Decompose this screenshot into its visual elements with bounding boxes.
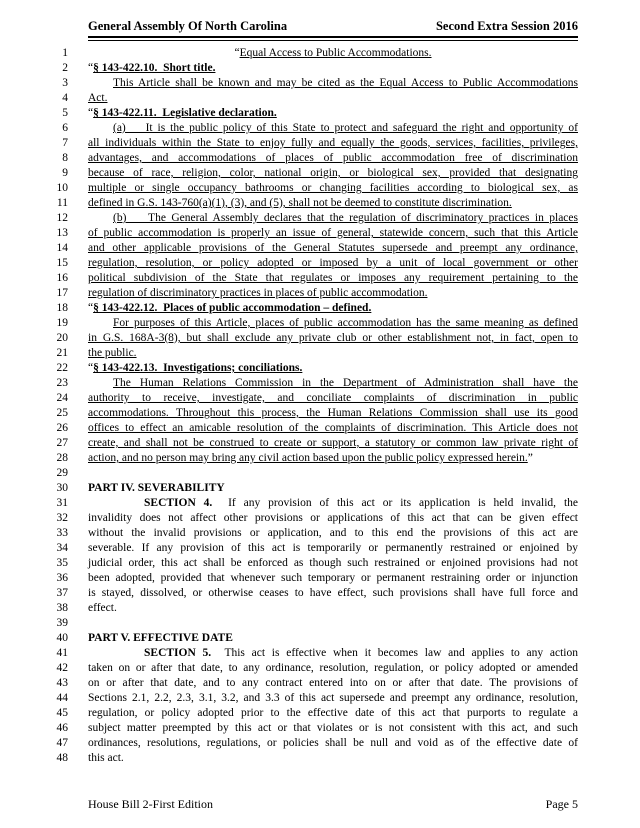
- line-text: [88, 331, 578, 346]
- line-text: [88, 511, 578, 526]
- text-run: without the invalid provisions or application, and to this end the provisions of this act are: [88, 527, 578, 539]
- line-text: [88, 166, 578, 181]
- text-run: This Article shall be known and may be cited as the Equal Access to Public Accommodations: [113, 77, 578, 89]
- line-number: 15: [56, 257, 68, 269]
- text-run: is stayed, dissolved, or otherwise ceases to have effect, such provisions shall have full force and: [88, 587, 578, 599]
- line-number: 18: [56, 302, 68, 314]
- text-run: regulation of discriminatory practices in places of public accommodation.: [88, 287, 428, 299]
- document-line: [0, 721, 640, 736]
- document-line: [0, 676, 640, 691]
- text-run: create, and shall not be construed to create or support, a statutory or common law private right of: [88, 437, 578, 449]
- text-run: authority to receive, investigate, and conciliate complaints of discrimination in public: [88, 392, 578, 404]
- line-number: 44: [56, 692, 68, 704]
- line-text: [88, 421, 578, 436]
- document-line: [0, 541, 640, 556]
- line-number: 29: [56, 467, 68, 479]
- line-text: [88, 346, 578, 361]
- line-text: [88, 361, 578, 376]
- line-number: 10: [56, 182, 68, 194]
- line-text: [88, 631, 578, 646]
- document-line: [0, 286, 640, 301]
- document-line: [0, 196, 640, 211]
- text-run: (b) The General Assembly declares that the regulation of discriminatory practices in places: [113, 212, 578, 224]
- line-number: 5: [62, 107, 68, 119]
- line-text: [88, 211, 578, 226]
- line-number: 31: [56, 497, 68, 509]
- text-run: taken on or after that date, to any ordinance, resolution, regulation, or policy adopted or amended: [88, 662, 578, 674]
- line-number: 14: [56, 242, 68, 254]
- document-line: [0, 391, 640, 406]
- text-run: If any provision of this act or its application is held invalid, the: [212, 497, 578, 509]
- line-text: [88, 496, 578, 511]
- line-text: [88, 286, 578, 301]
- document-line: [0, 691, 640, 706]
- line-text: [88, 196, 578, 211]
- line-number: 46: [56, 722, 68, 734]
- line-text: [88, 91, 578, 106]
- document-line: [0, 106, 640, 121]
- line-number: 3: [62, 77, 68, 89]
- line-text: [88, 451, 578, 466]
- text-run: all individuals within the State to enjoy fully and equally the goods, services, facilities, privileges,: [88, 137, 578, 149]
- document-line: [0, 241, 640, 256]
- text-run: subject matter preempted by this act or that violates or is not consistent with this act, and such: [88, 722, 578, 734]
- document-line: [0, 166, 640, 181]
- text-run: The Human Relations Commission in the Department of Administration shall have the: [113, 377, 578, 389]
- document-line: [0, 376, 640, 391]
- line-number: 17: [56, 287, 68, 299]
- footer-bill-title: House Bill 2-First Edition: [88, 797, 214, 811]
- line-text: [88, 151, 578, 166]
- line-text: [88, 136, 578, 151]
- document-line: [0, 256, 640, 271]
- text-run: § 143-422.10. Short title.: [93, 62, 216, 74]
- text-run: “: [88, 302, 94, 314]
- line-text: [88, 646, 578, 661]
- line-text: [88, 181, 578, 196]
- line-number: 25: [56, 407, 68, 419]
- text-run: “: [88, 107, 94, 119]
- text-run: SECTION 5.: [144, 647, 212, 659]
- line-text: [88, 721, 578, 736]
- text-run: accommodations. Throughout this process, the Human Relations Commission shall use its good: [88, 407, 578, 419]
- document-line: [0, 76, 640, 91]
- line-number: 27: [56, 437, 68, 449]
- document-line: [0, 46, 640, 61]
- line-text: [88, 271, 578, 286]
- text-run: of public accommodation is properly an issue of general, statewide concern, such that this Article: [88, 227, 578, 239]
- line-number: 7: [62, 137, 68, 149]
- text-run: ”: [527, 452, 533, 464]
- line-number: 13: [56, 227, 68, 239]
- line-text: [88, 706, 578, 721]
- line-text: [88, 241, 578, 256]
- document-line: [0, 466, 640, 481]
- line-number: 26: [56, 422, 68, 434]
- text-run: ordinances, resolutions, regulations, or policies shall be null and void as of the effective date of: [88, 737, 578, 749]
- line-text: [88, 736, 578, 751]
- text-run: § 143-422.12. Places of public accommodation – defined.: [93, 302, 372, 314]
- line-text: [88, 586, 578, 601]
- text-run: action, and no person may bring any civil action based upon the public policy expressed herein.: [88, 452, 528, 464]
- line-number: 42: [56, 662, 68, 674]
- document-line: [0, 586, 640, 601]
- line-number: 34: [56, 542, 68, 554]
- document-line: [0, 361, 640, 376]
- document-line: [0, 406, 640, 421]
- text-run: SECTION 4.: [144, 497, 213, 509]
- text-run: multiple or single occupancy bathrooms or changing facilities according to biological sex, as: [88, 182, 578, 194]
- line-text: [88, 691, 578, 706]
- text-run: on or after that date, and to any contract entered into on or after that date. The provisions of: [88, 677, 578, 689]
- line-text: [88, 121, 578, 136]
- line-text: [88, 316, 578, 331]
- line-number: 30: [56, 482, 68, 494]
- text-run: advantages, and accommodations of places of public accommodation free of discrimination: [88, 152, 578, 164]
- line-number: 32: [56, 512, 68, 524]
- document-line: [0, 631, 640, 646]
- line-number: 33: [56, 527, 68, 539]
- page-footer: [88, 797, 578, 812]
- document-line: [0, 121, 640, 136]
- line-number: 2: [62, 62, 68, 74]
- text-run: this act.: [88, 752, 124, 764]
- line-text: [88, 616, 578, 631]
- document-line: [0, 496, 640, 511]
- text-run: been adopted, provided that whenever such temporary or permanent restraining order or injunction: [88, 572, 578, 584]
- line-text: [88, 526, 578, 541]
- text-run: Equal Access to Public Accommodations.: [239, 47, 432, 59]
- document-line: [0, 301, 640, 316]
- line-text: [88, 46, 578, 61]
- text-run: (a) It is the public policy of this State to protect and safeguard the right and opportunity of: [113, 122, 578, 134]
- line-number: 45: [56, 707, 68, 719]
- document-line: [0, 526, 640, 541]
- line-number: 16: [56, 272, 68, 284]
- line-number: 39: [56, 617, 68, 629]
- text-run: the public.: [88, 347, 137, 359]
- text-run: invalidity does not affect other provisions or applications of this act that can be given effect: [88, 512, 578, 524]
- line-text: [88, 256, 578, 271]
- text-run: defined in G.S. 143-760(a)(1), (3), and (5), shall not be deemed to constitute discrimination.: [88, 197, 512, 209]
- line-number: 12: [56, 212, 68, 224]
- document-line: [0, 91, 640, 106]
- line-number: 4: [62, 92, 68, 104]
- document-line: [0, 226, 640, 241]
- line-number: 43: [56, 677, 68, 689]
- text-run: PART IV. SEVERABILITY: [88, 482, 225, 494]
- line-text: [88, 466, 578, 481]
- document-line: [0, 211, 640, 226]
- line-number: 40: [56, 632, 68, 644]
- document-line: [0, 661, 640, 676]
- line-text: [88, 601, 578, 616]
- line-text: [88, 376, 578, 391]
- line-number: 8: [62, 152, 68, 164]
- footer-page-number: Page 5: [545, 797, 578, 811]
- document-line: [0, 556, 640, 571]
- line-number: 20: [56, 332, 68, 344]
- text-run: effect.: [88, 602, 117, 614]
- document-line: [0, 271, 640, 286]
- line-number: 1: [62, 47, 68, 59]
- document-line: [0, 181, 640, 196]
- document-line: [0, 571, 640, 586]
- line-number: 22: [56, 362, 68, 374]
- line-text: [88, 481, 578, 496]
- page-header: [88, 18, 578, 34]
- text-run: political subdivision of the State that regulates or imposes any requirement pertaining to the: [88, 272, 578, 284]
- document-line: [0, 751, 640, 766]
- text-run: because of race, religion, color, national origin, or biological sex, provided that designating: [88, 167, 578, 179]
- text-run: “: [234, 47, 240, 59]
- line-text: [88, 301, 578, 316]
- line-text: [88, 436, 578, 451]
- line-number: 48: [56, 752, 68, 764]
- text-run: Sections 2.1, 2.2, 2.3, 3.1, 3.2, and 3.3 of this act supersede and preempt any ordinance, resolution,: [88, 692, 578, 704]
- document-line: [0, 736, 640, 751]
- text-run: PART V. EFFECTIVE DATE: [88, 632, 233, 644]
- document-line: [0, 706, 640, 721]
- line-number: 36: [56, 572, 68, 584]
- line-text: [88, 571, 578, 586]
- document-line: [0, 511, 640, 526]
- line-number: 21: [56, 347, 68, 359]
- line-number: 23: [56, 377, 68, 389]
- header-rule: [88, 36, 578, 41]
- text-run: regulation, resolution, or policy adopted or imposed by a unit of local government or other: [88, 257, 578, 269]
- text-run: judicial order, this act shall be enforced as though such restrained or enjoined provisions had not: [88, 557, 578, 569]
- line-number: 28: [56, 452, 68, 464]
- document-line: [0, 601, 640, 616]
- document-line: [0, 346, 640, 361]
- line-number: 19: [56, 317, 68, 329]
- line-number: 37: [56, 587, 68, 599]
- header-assembly-title: General Assembly Of North Carolina: [88, 19, 288, 33]
- document-line: [0, 151, 640, 166]
- document-line: [0, 481, 640, 496]
- line-number: 24: [56, 392, 68, 404]
- text-run: “: [88, 62, 94, 74]
- line-text: [88, 61, 578, 76]
- line-number: 6: [62, 122, 68, 134]
- header-session-title: Second Extra Session 2016: [435, 19, 578, 33]
- document-line: [0, 646, 640, 661]
- text-run: severable. If any provision of this act is temporarily or permanently restrained or enjoined by: [88, 542, 578, 554]
- line-number: 38: [56, 602, 68, 614]
- line-text: [88, 541, 578, 556]
- line-text: [88, 661, 578, 676]
- document-line: [0, 61, 640, 76]
- text-run: Act.: [88, 92, 108, 104]
- line-number: 9: [62, 167, 68, 179]
- document-line: [0, 331, 640, 346]
- document-lines: [0, 46, 640, 766]
- document-line: [0, 451, 640, 466]
- document-line: [0, 436, 640, 451]
- text-run: in G.S. 168A-3(8), but shall exclude any private club or other establishment not, in fact, open to: [88, 332, 578, 344]
- line-number: 11: [56, 197, 68, 209]
- text-run: This act is effective when it becomes law and applies to any action: [211, 647, 578, 659]
- document-line: [0, 316, 640, 331]
- text-run: offices to effect an amicable resolution of the complaints of discrimination. This Article does not: [88, 422, 578, 434]
- line-text: [88, 106, 578, 121]
- line-text: [88, 751, 578, 766]
- document-line: [0, 421, 640, 436]
- document-line: [0, 616, 640, 631]
- text-run: § 143-422.13. Investigations; conciliations.: [93, 362, 303, 374]
- text-run: “: [88, 362, 94, 374]
- text-run: regulation, or policy adopted prior to the effective date of this act that purports to regulate a: [88, 707, 578, 719]
- line-number: 47: [56, 737, 68, 749]
- text-run: For purposes of this Article, places of public accommodation has the same meaning as defined: [113, 317, 578, 329]
- text-run: and other applicable provisions of the General Statutes supersede and preempt any ordinance,: [88, 242, 578, 254]
- line-text: [88, 226, 578, 241]
- line-text: [88, 76, 578, 91]
- line-text: [88, 391, 578, 406]
- document-line: [0, 136, 640, 151]
- line-number: 41: [56, 647, 68, 659]
- line-number: 35: [56, 557, 68, 569]
- line-text: [88, 556, 578, 571]
- line-text: [88, 406, 578, 421]
- line-text: [88, 676, 578, 691]
- text-run: § 143-422.11. Legislative declaration.: [93, 107, 277, 119]
